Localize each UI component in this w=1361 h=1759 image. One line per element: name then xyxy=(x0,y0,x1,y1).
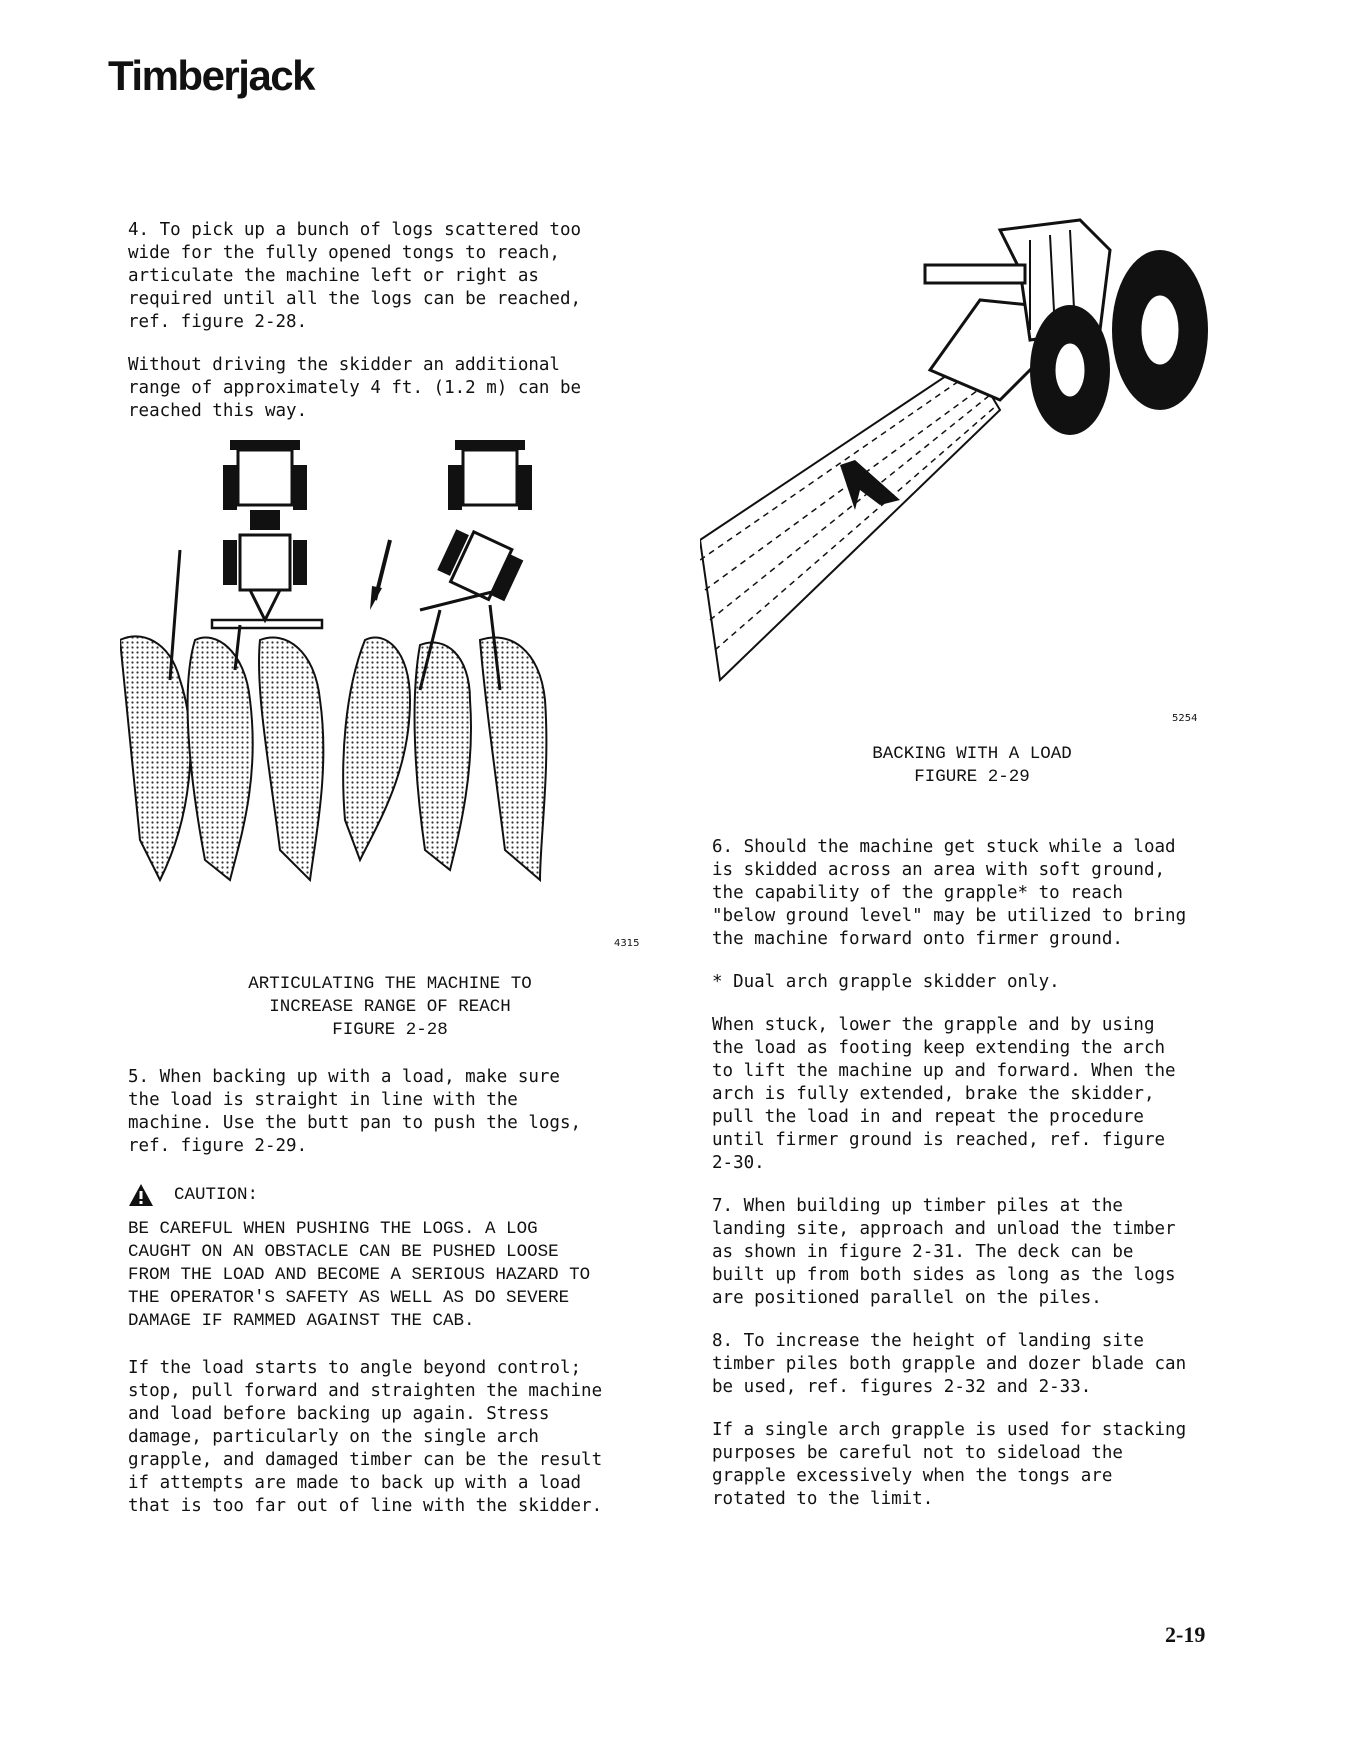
paragraph-6: 6. Should the machine get stuck while a load is skidded across an area with soft ground, the capability of the grapple* to reach "below ground level" may be utilized to bring the machine forward onto firmer ground. xyxy=(712,837,1187,949)
caution-heading xyxy=(128,1183,258,1207)
paragraph-8-continued: If a single arch grapple is used for stacking purposes be careful not to sideload the grapple excessively when the tongs are rotated to the limit. xyxy=(712,1420,1187,1509)
footnote: * Dual arch grapple skidder only. xyxy=(712,972,1060,992)
right-column xyxy=(712,836,1232,1531)
brand-logo: Timberjack xyxy=(108,52,315,99)
figure-2-29-illustration xyxy=(700,210,1220,710)
paragraph-5-block xyxy=(128,1066,648,1178)
warning-triangle-icon xyxy=(128,1183,154,1207)
figure-2-28-caption: ARTICULATING THE MACHINE TO INCREASE RANGE OF REACH FIGURE 2-28 xyxy=(248,974,532,1040)
paragraph-6-continued: When stuck, lower the grapple and by using the load as footing keep extending the arch to lift the machine up and forward. When the arch is fully extended, brake the skidder, pull the load in and repeat the procedure until firmer ground is reached, ref. figure 2-30. xyxy=(712,1015,1176,1173)
figure-2-28-number: 4315 xyxy=(614,938,640,949)
caution-label: CAUTION: xyxy=(174,1185,259,1205)
figure-2-28-illustration xyxy=(120,440,650,960)
paragraph-5-continued: If the load starts to angle beyond control; stop, pull forward and straighten the machine and load before backing up again. Stress damage, particularly on the single arch grapple, and damaged timber can be the result if attempts are made to back up with a load that is too far out of line with the skidder. xyxy=(128,1358,603,1516)
paragraph-5: 5. When backing up with a load, make sure the load is straight in line with the machine. Use the butt pan to push the logs, ref. figure 2-29. xyxy=(128,1067,582,1156)
paragraph-4-continued: Without driving the skidder an additional range of approximately 4 ft. (1.2 m) can be reached this way. xyxy=(128,355,582,421)
page-number: 2-19 xyxy=(1165,1622,1206,1647)
caution-text: BE CAREFUL WHEN PUSHING THE LOGS. A LOG CAUGHT ON AN OBSTACLE CAN BE PUSHED LOOSE FROM THE LOAD AND BECOME A SERIOUS HAZARD TO THE OPERATOR'S SAFETY AS WELL AS DO SEVERE DAMAGE IF RAMMED AGAINST THE CAB. xyxy=(128,1219,591,1331)
log-load xyxy=(700,360,1000,680)
skidder-articulated xyxy=(370,440,532,610)
skidder-straight xyxy=(212,440,322,628)
paragraph-8: 8. To increase the height of landing site timber piles both grapple and dozer blade can be used, ref. figures 2-32 and 2-33. xyxy=(712,1331,1187,1397)
paragraph-7: 7. When building up timber piles at the landing site, approach and unload the timber as shown in figure 2-31. The deck can be built up from both sides as long as the logs are positioned parallel on the piles. xyxy=(712,1196,1176,1308)
figure-2-29-caption: BACKING WITH A LOAD FIGURE 2-29 xyxy=(872,744,1072,787)
paragraph-4: 4. To pick up a bunch of logs scattered too wide for the fully opened tongs to reach, articulate the machine left or right as required until all the logs can be reached, ref. figure 2-28. xyxy=(128,220,582,332)
figure-2-29-number: 5254 xyxy=(1172,713,1198,724)
log-bundle-right xyxy=(343,605,546,880)
left-column-top xyxy=(128,219,648,443)
log-bundle-left xyxy=(120,550,323,880)
